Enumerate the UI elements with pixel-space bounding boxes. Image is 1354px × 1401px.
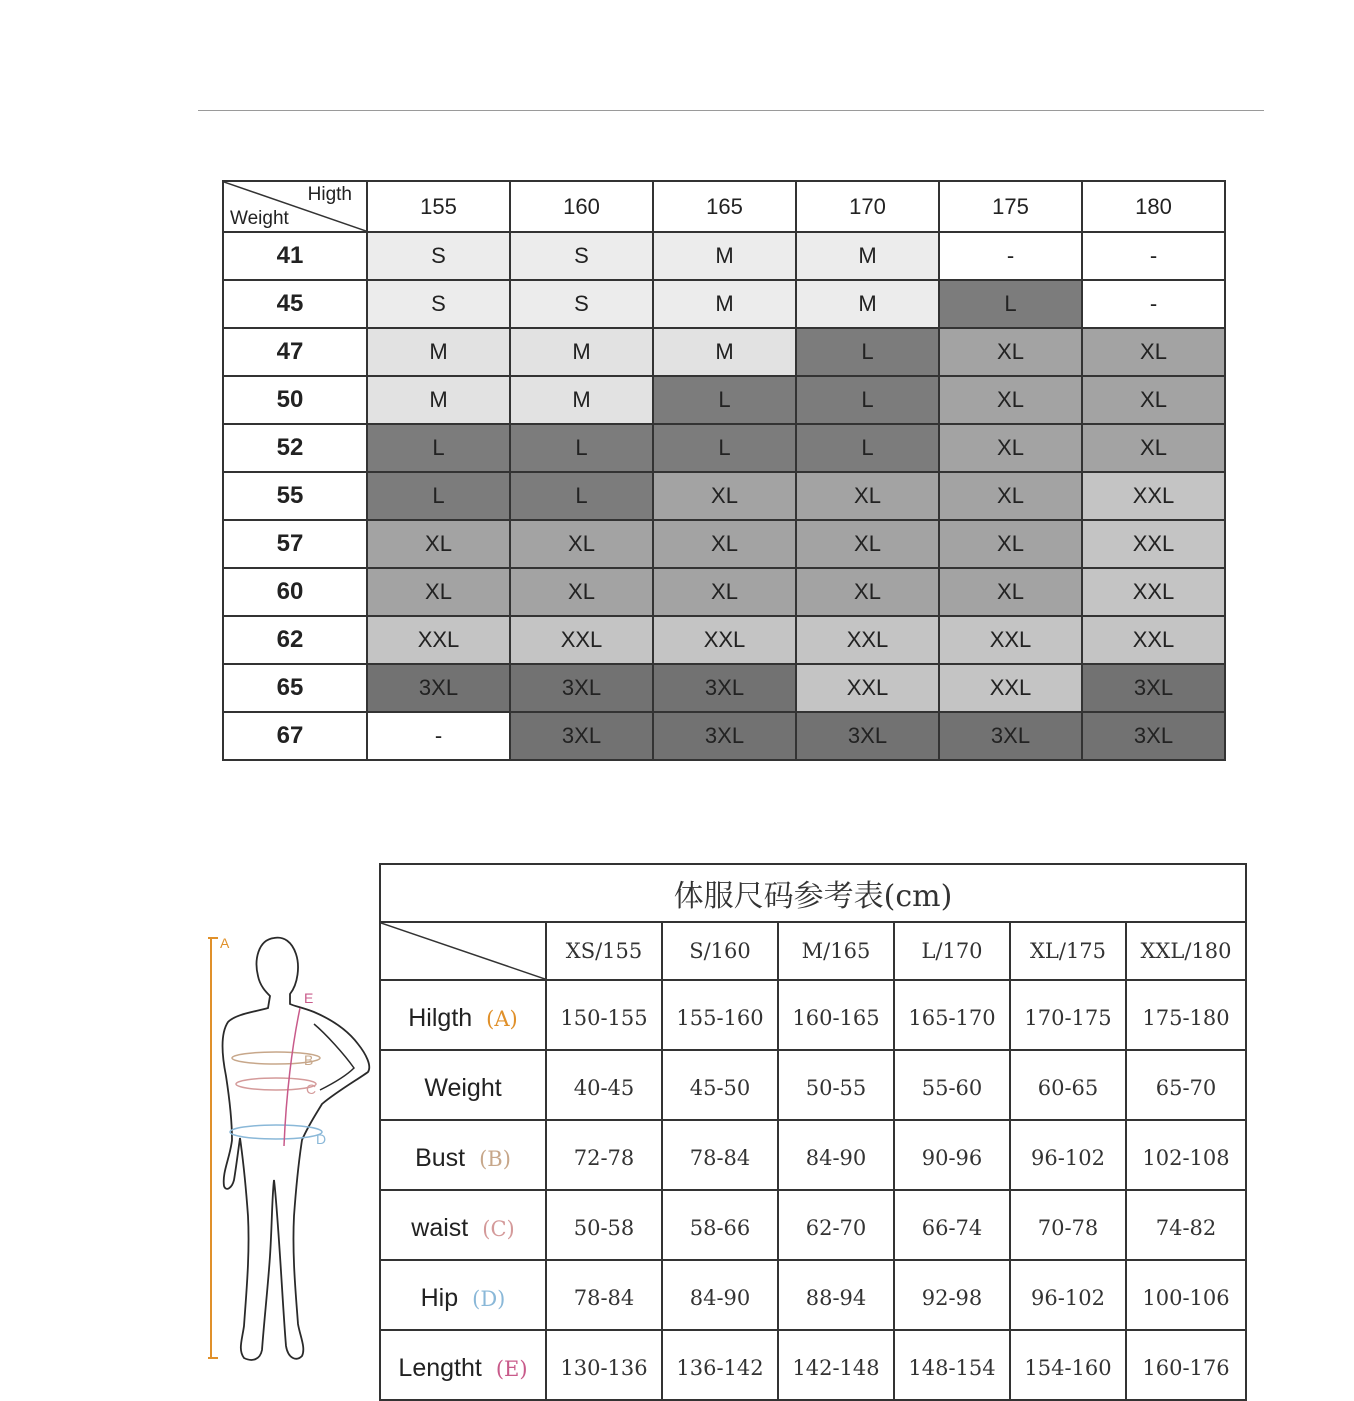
chart-corner-cell	[380, 922, 546, 980]
chart-value-cell: 165-170	[894, 980, 1010, 1050]
height-header-155: 155	[367, 181, 510, 232]
row-label-text: Weight	[424, 1073, 502, 1102]
size-cell: XL	[367, 568, 510, 616]
label-d: D	[316, 1131, 327, 1147]
chart-header-row	[380, 922, 1246, 980]
chart-value-cell: 96-102	[1010, 1260, 1126, 1330]
grid-row	[223, 616, 1225, 664]
chart-row-label	[380, 1050, 546, 1120]
height-header-180: 180	[1082, 181, 1225, 232]
chart-col-xs: XS/155	[546, 922, 662, 980]
size-cell: L	[653, 376, 796, 424]
grid-row	[223, 712, 1225, 760]
chart-value-cell: 65-70	[1126, 1050, 1246, 1120]
grid-header-row	[223, 181, 1225, 232]
size-cell: XXL	[1082, 616, 1225, 664]
size-cell: -	[367, 712, 510, 760]
size-cell: M	[367, 328, 510, 376]
size-cell: M	[510, 376, 653, 424]
size-cell: S	[367, 232, 510, 280]
chart-row	[380, 1050, 1246, 1120]
chart-value-cell: 160-165	[778, 980, 894, 1050]
chart-value-cell: 170-175	[1010, 980, 1126, 1050]
chart-col-xl: XL/175	[1010, 922, 1126, 980]
chart-value-cell: 70-78	[1010, 1190, 1126, 1260]
grid-row	[223, 664, 1225, 712]
row-marker: (E)	[495, 1356, 528, 1381]
row-marker: (D)	[472, 1286, 506, 1311]
size-cell: XL	[939, 520, 1082, 568]
chart-value-cell: 55-60	[894, 1050, 1010, 1120]
label-b: B	[304, 1052, 314, 1068]
size-cell: XL	[653, 568, 796, 616]
size-cell: L	[796, 376, 939, 424]
chart-row-label	[380, 1330, 546, 1400]
chart-value-cell: 90-96	[894, 1120, 1010, 1190]
chart-value-cell: 74-82	[1126, 1190, 1246, 1260]
chart-value-cell: 62-70	[778, 1190, 894, 1260]
size-cell: XL	[1082, 424, 1225, 472]
size-cell: L	[367, 424, 510, 472]
size-cell: L	[796, 424, 939, 472]
chart-value-cell: 78-84	[546, 1260, 662, 1330]
label-c: C	[306, 1081, 317, 1097]
size-cell: XL	[939, 568, 1082, 616]
chart-value-cell: 50-55	[778, 1050, 894, 1120]
size-reference-chart	[379, 863, 1247, 1401]
weight-label: 41	[223, 232, 367, 280]
label-a: A	[220, 935, 230, 951]
chart-row	[380, 980, 1246, 1050]
grid-row	[223, 376, 1225, 424]
chart-value-cell: 92-98	[894, 1260, 1010, 1330]
chart-row-label	[380, 1120, 546, 1190]
size-cell: -	[1082, 280, 1225, 328]
size-cell: M	[367, 376, 510, 424]
chart-value-cell: 148-154	[894, 1330, 1010, 1400]
height-header-160: 160	[510, 181, 653, 232]
size-cell: -	[1082, 232, 1225, 280]
chart-value-cell: 175-180	[1126, 980, 1246, 1050]
chart-col-m: M/165	[778, 922, 894, 980]
size-cell: XXL	[1082, 520, 1225, 568]
weight-label: 57	[223, 520, 367, 568]
size-cell: XL	[653, 520, 796, 568]
body-silhouette-icon	[196, 926, 376, 1366]
chart-value-cell: 96-102	[1010, 1120, 1126, 1190]
size-cell: M	[796, 280, 939, 328]
grid-row	[223, 424, 1225, 472]
size-cell: XL	[939, 376, 1082, 424]
size-cell: 3XL	[1082, 712, 1225, 760]
chart-value-cell: 154-160	[1010, 1330, 1126, 1400]
size-cell: S	[367, 280, 510, 328]
size-cell: L	[939, 280, 1082, 328]
size-cell: XXL	[796, 664, 939, 712]
size-cell: XL	[367, 520, 510, 568]
row-label-text: Hilgth	[408, 1003, 473, 1032]
size-cell: L	[510, 472, 653, 520]
chart-value-cell: 72-78	[546, 1120, 662, 1190]
top-divider	[198, 110, 1264, 111]
size-cell: XXL	[653, 616, 796, 664]
chart-value-cell: 78-84	[662, 1120, 778, 1190]
chart-row	[380, 1260, 1246, 1330]
size-cell: XXL	[939, 616, 1082, 664]
chart-title-row	[380, 864, 1246, 922]
chart-row	[380, 1330, 1246, 1400]
chart-value-cell: 142-148	[778, 1330, 894, 1400]
chart-value-cell: 84-90	[778, 1120, 894, 1190]
weight-label: 62	[223, 616, 367, 664]
size-cell: M	[796, 232, 939, 280]
chart-value-cell: 50-58	[546, 1190, 662, 1260]
chart-value-cell: 88-94	[778, 1260, 894, 1330]
chart-value-cell: 100-106	[1126, 1260, 1246, 1330]
size-cell: XL	[939, 424, 1082, 472]
size-cell: M	[653, 328, 796, 376]
label-e: E	[304, 990, 314, 1006]
size-cell: XL	[796, 472, 939, 520]
chart-corner-diagonal	[381, 923, 545, 979]
size-cell: 3XL	[939, 712, 1082, 760]
grid-row	[223, 472, 1225, 520]
chart-row	[380, 1190, 1246, 1260]
size-cell: XL	[796, 568, 939, 616]
row-label-text: waist	[411, 1213, 469, 1242]
size-cell: L	[510, 424, 653, 472]
size-cell: XXL	[796, 616, 939, 664]
grid-corner-cell	[223, 181, 367, 232]
size-cell: 3XL	[653, 664, 796, 712]
size-cell: L	[796, 328, 939, 376]
chart-value-cell: 60-65	[1010, 1050, 1126, 1120]
grid-row	[223, 232, 1225, 280]
weight-label: 60	[223, 568, 367, 616]
row-label-text: Hip	[420, 1283, 459, 1312]
row-marker: (A)	[486, 1006, 518, 1031]
size-cell: XL	[939, 328, 1082, 376]
size-cell: XL	[653, 472, 796, 520]
chart-col-s: S/160	[662, 922, 778, 980]
row-marker: (C)	[482, 1216, 515, 1241]
size-cell: XL	[1082, 376, 1225, 424]
corner-weight-label: Weight	[230, 208, 289, 229]
chart-value-cell: 66-74	[894, 1190, 1010, 1260]
weight-label: 52	[223, 424, 367, 472]
chart-value-cell: 84-90	[662, 1260, 778, 1330]
size-cell: 3XL	[653, 712, 796, 760]
size-cell: -	[939, 232, 1082, 280]
size-cell: 3XL	[1082, 664, 1225, 712]
size-cell: XL	[1082, 328, 1225, 376]
weight-label: 55	[223, 472, 367, 520]
weight-label: 67	[223, 712, 367, 760]
body-measurement-figure	[196, 926, 376, 1366]
size-cell: L	[367, 472, 510, 520]
chart-value-cell: 136-142	[662, 1330, 778, 1400]
chart-title: 体服尺码参考表(cm)	[380, 864, 1246, 922]
chart-value-cell: 130-136	[546, 1330, 662, 1400]
size-cell: XL	[510, 520, 653, 568]
grid-row	[223, 328, 1225, 376]
height-header-175: 175	[939, 181, 1082, 232]
chart-value-cell: 160-176	[1126, 1330, 1246, 1400]
chart-value-cell: 155-160	[662, 980, 778, 1050]
size-cell: M	[653, 232, 796, 280]
size-cell: XXL	[939, 664, 1082, 712]
chart-row-label	[380, 1190, 546, 1260]
size-cell: 3XL	[510, 664, 653, 712]
chart-row-label	[380, 1260, 546, 1330]
chart-col-l: L/170	[894, 922, 1010, 980]
chart-value-cell: 102-108	[1126, 1120, 1246, 1190]
weight-label: 47	[223, 328, 367, 376]
size-cell: XL	[939, 472, 1082, 520]
size-cell: XXL	[510, 616, 653, 664]
weight-label: 50	[223, 376, 367, 424]
size-cell: 3XL	[796, 712, 939, 760]
size-cell: M	[510, 328, 653, 376]
chart-value-cell: 45-50	[662, 1050, 778, 1120]
size-cell: 3XL	[367, 664, 510, 712]
size-cell: XXL	[1082, 472, 1225, 520]
grid-row	[223, 520, 1225, 568]
row-label-text: Lengtht	[398, 1353, 482, 1382]
weight-label: 65	[223, 664, 367, 712]
weight-label: 45	[223, 280, 367, 328]
size-cell: XXL	[1082, 568, 1225, 616]
chart-col-xxl: XXL/180	[1126, 922, 1246, 980]
size-cell: S	[510, 232, 653, 280]
chart-value-cell: 40-45	[546, 1050, 662, 1120]
chart-value-cell: 150-155	[546, 980, 662, 1050]
chart-value-cell: 58-66	[662, 1190, 778, 1260]
size-cell: L	[653, 424, 796, 472]
height-header-170: 170	[796, 181, 939, 232]
chart-row	[380, 1120, 1246, 1190]
grid-row	[223, 280, 1225, 328]
size-cell: S	[510, 280, 653, 328]
row-label-text: Bust	[415, 1143, 466, 1172]
height-header-165: 165	[653, 181, 796, 232]
chart-row-label	[380, 980, 546, 1050]
size-cell: XXL	[367, 616, 510, 664]
size-cell: 3XL	[510, 712, 653, 760]
size-cell: XL	[796, 520, 939, 568]
grid-row	[223, 568, 1225, 616]
corner-height-label: Higth	[307, 184, 352, 205]
size-cell: XL	[510, 568, 653, 616]
size-cell: M	[653, 280, 796, 328]
height-weight-size-grid	[222, 180, 1226, 761]
row-marker: (B)	[479, 1146, 511, 1171]
